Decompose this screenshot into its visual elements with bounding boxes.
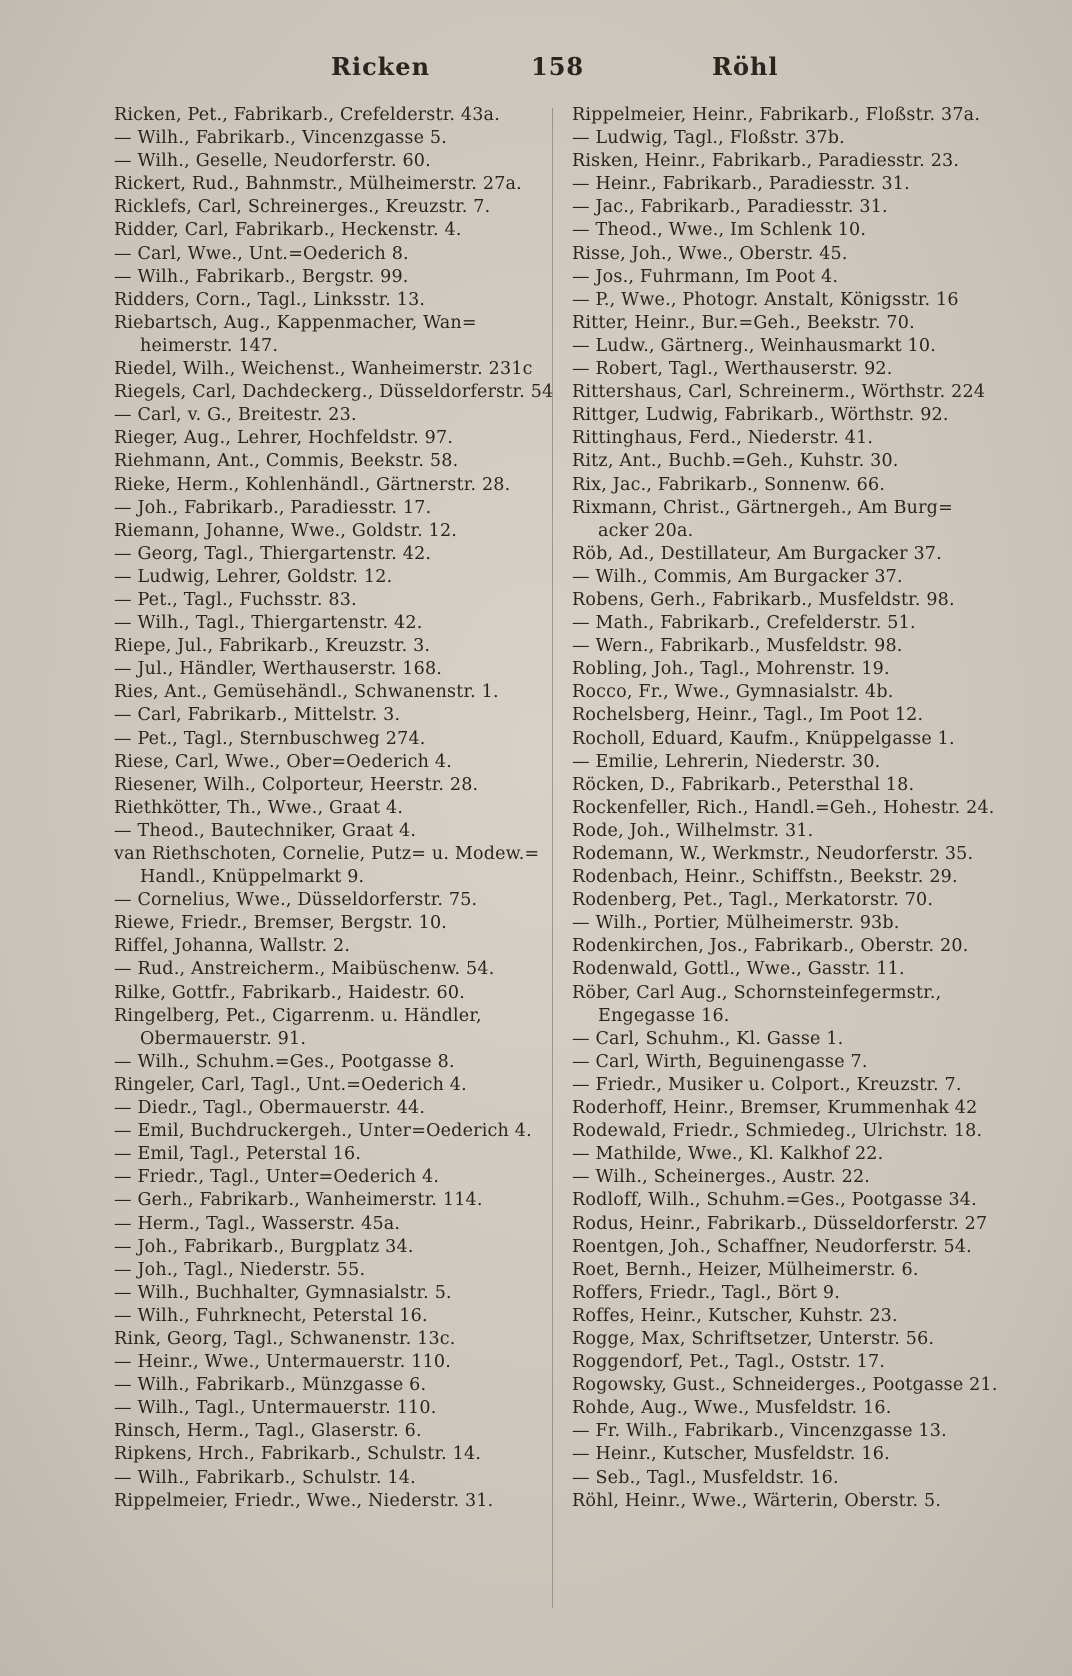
- left-column: [114, 104, 564, 1513]
- directory-entry: — Pet., Tagl., Fuchsstr. 83.: [114, 589, 357, 610]
- directory-entry: Rocco, Fr., Wwe., Gymnasialstr. 4b.: [572, 682, 894, 703]
- directory-entry: Rockenfeller, Rich., Handl.=Geh., Hohestr. 24.: [572, 797, 995, 818]
- directory-entry: Ridder, Carl, Fabrikarb., Heckenstr. 4.: [114, 220, 462, 241]
- directory-entry: Rodewald, Friedr., Schmiedeg., Ulrichstr. 18.: [572, 1121, 983, 1142]
- directory-entry: Riehmann, Ant., Commis, Beekstr. 58.: [114, 451, 459, 472]
- directory-entry: — Carl, Wirth, Beguinengasse 7.: [572, 1051, 868, 1072]
- directory-entry: — Carl, Wwe., Unt.=Oederich 8.: [114, 243, 409, 264]
- directory-entry: Ritz, Ant., Buchb.=Geh., Kuhstr. 30.: [572, 451, 899, 472]
- directory-entry: — Seb., Tagl., Musfeldstr. 16.: [572, 1467, 839, 1488]
- directory-entry: Ricken, Pet., Fabrikarb., Crefelderstr. 43a.: [114, 105, 500, 125]
- directory-entry: — Robert, Tagl., Werthauserstr. 92.: [572, 359, 893, 380]
- directory-entry: — Mathilde, Wwe., Kl. Kalkhof 22.: [572, 1144, 884, 1165]
- directory-entry: — Wilh., Fabrikarb., Schulstr. 14.: [114, 1467, 416, 1488]
- directory-entry: Rogge, Max, Schriftsetzer, Unterstr. 56.: [572, 1328, 935, 1349]
- directory-entry: Rixmann, Christ., Gärtnergeh., Am Burg=: [572, 497, 953, 518]
- directory-entry: Handl., Knüppelmarkt 9.: [140, 867, 365, 888]
- directory-entry: — Ludwig, Lehrer, Goldstr. 12.: [114, 566, 393, 587]
- directory-entry: Röhl, Heinr., Wwe., Wärterin, Oberstr. 5.: [572, 1490, 942, 1511]
- directory-entry: Obermauerstr. 91.: [140, 1028, 307, 1049]
- directory-entry: Ringelberg, Pet., Cigarrenm. u. Händler,: [114, 1005, 482, 1026]
- directory-entry: Riffel, Johanna, Wallstr. 2.: [114, 936, 351, 957]
- directory-entry: — Wilh., Tagl., Thiergartenstr. 42.: [114, 613, 423, 634]
- directory-entry: Ringeler, Carl, Tagl., Unt.=Oederich 4.: [114, 1074, 467, 1095]
- directory-entry: — Wilh., Schuhm.=Ges., Pootgasse 8.: [114, 1051, 455, 1072]
- directory-entry: Risse, Joh., Wwe., Oberstr. 45.: [572, 243, 848, 264]
- directory-entry: — Wilh., Tagl., Untermauerstr. 110.: [114, 1398, 437, 1419]
- directory-entry: — Wilh., Portier, Mülheimerstr. 93b.: [572, 913, 900, 934]
- directory-entry: — Jos., Fuhrmann, Im Poot 4.: [572, 266, 839, 287]
- directory-entry: Rochelsberg, Heinr., Tagl., Im Poot 12.: [572, 705, 924, 726]
- directory-entry: van Riethschoten, Cornelie, Putz= u. Modew.=: [114, 844, 540, 864]
- directory-entry: — Gerh., Fabrikarb., Wanheimerstr. 114.: [114, 1190, 483, 1211]
- directory-entry: — Diedr., Tagl., Obermauerstr. 44.: [114, 1098, 426, 1119]
- directory-entry: — Friedr., Tagl., Unter=Oederich 4.: [114, 1167, 440, 1188]
- directory-entry: — Wilh., Commis, Am Burgacker 37.: [572, 566, 903, 587]
- directory-entry: Risken, Heinr., Fabrikarb., Paradiesstr. 23.: [572, 151, 960, 172]
- directory-entry: Rink, Georg, Tagl., Schwanenstr. 13c.: [114, 1328, 456, 1349]
- column-divider: [552, 108, 553, 1608]
- directory-entry: — Jac., Fabrikarb., Paradiesstr. 31.: [572, 197, 888, 218]
- directory-entry: Rittger, Ludwig, Fabrikarb., Wörthstr. 92.: [572, 405, 949, 426]
- directory-entry: — Carl, v. G., Breitestr. 23.: [114, 405, 357, 426]
- directory-entry: Rodenberg, Pet., Tagl., Merkatorstr. 70.: [572, 890, 934, 911]
- directory-entry: Röb, Ad., Destillateur, Am Burgacker 37.: [572, 543, 942, 564]
- directory-entry: — Wilh., Buchhalter, Gymnasialstr. 5.: [114, 1282, 452, 1303]
- directory-entry: — Joh., Tagl., Niederstr. 55.: [114, 1259, 366, 1280]
- directory-entry: — Ludwig, Tagl., Floßstr. 37b.: [572, 128, 845, 149]
- directory-entry: — Emil, Buchdruckergeh., Unter=Oederich 4.: [114, 1121, 532, 1142]
- directory-entry: Rogowsky, Gust., Schneiderges., Pootgasse 21.: [572, 1375, 998, 1396]
- directory-entry: — Theod., Bautechniker, Graat 4.: [114, 820, 417, 841]
- directory-entry: Rodus, Heinr., Fabrikarb., Düsseldorferstr. 27: [572, 1213, 988, 1234]
- directory-entry: Röcken, D., Fabrikarb., Petersthal 18.: [572, 774, 915, 795]
- directory-entry: Riepe, Jul., Fabrikarb., Kreuzstr. 3.: [114, 636, 431, 657]
- directory-entry: — Heinr., Wwe., Untermauerstr. 110.: [114, 1352, 452, 1373]
- directory-entry: — Emilie, Lehrerin, Niederstr. 30.: [572, 751, 881, 772]
- directory-entry: — Carl, Fabrikarb., Mittelstr. 3.: [114, 705, 401, 726]
- directory-entry: Rodenkirchen, Jos., Fabrikarb., Oberstr. 20.: [572, 936, 969, 957]
- directory-entry: Ries, Ant., Gemüsehändl., Schwanenstr. 1.: [114, 682, 499, 703]
- directory-entry: Rittershaus, Carl, Schreinerm., Wörthstr. 224: [572, 382, 986, 403]
- directory-entry: — Joh., Fabrikarb., Burgplatz 34.: [114, 1236, 414, 1257]
- directory-entry: Riemann, Johanne, Wwe., Goldstr. 12.: [114, 520, 458, 541]
- header-last-entry: Röhl: [712, 52, 779, 81]
- directory-entry: — Wilh., Fabrikarb., Münzgasse 6.: [114, 1375, 427, 1396]
- directory-entry: Rix, Jac., Fabrikarb., Sonnenw. 66.: [572, 474, 886, 495]
- directory-entry: Robens, Gerh., Fabrikarb., Musfeldstr. 98.: [572, 589, 955, 610]
- directory-entry: Roet, Bernh., Heizer, Mülheimerstr. 6.: [572, 1259, 919, 1280]
- directory-entry: — Wilh., Fabrikarb., Vincenzgasse 5.: [114, 128, 448, 149]
- directory-entry: — P., Wwe., Photogr. Anstalt, Königsstr. 16: [572, 289, 959, 310]
- directory-entry: — Wern., Fabrikarb., Musfeldstr. 98.: [572, 636, 903, 657]
- directory-entry: — Heinr., Fabrikarb., Paradiesstr. 31.: [572, 174, 910, 195]
- directory-entry: — Friedr., Musiker u. Colport., Kreuzstr. 7.: [572, 1074, 962, 1095]
- directory-entry: Rocholl, Eduard, Kaufm., Knüppelgasse 1.: [572, 728, 955, 749]
- right-column: [572, 104, 1012, 1513]
- directory-entry: — Cornelius, Wwe., Düsseldorferstr. 75.: [114, 890, 478, 911]
- directory-entry: Riedel, Wilh., Weichenst., Wanheimerstr. 231c: [114, 359, 533, 380]
- directory-entry: Rodenwald, Gottl., Wwe., Gasstr. 11.: [572, 959, 905, 980]
- directory-entry: — Jul., Händler, Werthauserstr. 168.: [114, 659, 443, 680]
- directory-entry: Roentgen, Joh., Schaffner, Neudorferstr. 54.: [572, 1236, 972, 1257]
- directory-entry: Rode, Joh., Wilhelmstr. 31.: [572, 820, 814, 841]
- directory-entry: — Georg, Tagl., Thiergartenstr. 42.: [114, 543, 432, 564]
- directory-entry: Rohde, Aug., Wwe., Musfeldstr. 16.: [572, 1398, 892, 1419]
- directory-entry: Engegasse 16.: [598, 1005, 730, 1026]
- directory-entry: — Wilh., Scheinerges., Austr. 22.: [572, 1167, 871, 1188]
- directory-entry: Rodloff, Wilh., Schuhm.=Ges., Pootgasse 34.: [572, 1190, 977, 1211]
- directory-entry: Rittinghaus, Ferd., Niederstr. 41.: [572, 428, 874, 449]
- directory-entry: Rodenbach, Heinr., Schiffstn., Beekstr. 29.: [572, 867, 958, 888]
- directory-entry: Riewe, Friedr., Bremser, Bergstr. 10.: [114, 913, 448, 934]
- directory-entry: Roffers, Friedr., Tagl., Bört 9.: [572, 1282, 840, 1303]
- directory-entry: — Wilh., Fuhrknecht, Peterstal 16.: [114, 1305, 428, 1326]
- directory-entry: Rilke, Gottfr., Fabrikarb., Haidestr. 60.: [114, 982, 465, 1003]
- directory-entry: Rieger, Aug., Lehrer, Hochfeldstr. 97.: [114, 428, 454, 449]
- directory-entry: — Joh., Fabrikarb., Paradiesstr. 17.: [114, 497, 432, 518]
- directory-entry: Riethkötter, Th., Wwe., Graat 4.: [114, 797, 404, 818]
- directory-entry: Roderhoff, Heinr., Bremser, Krummenhak 42: [572, 1098, 978, 1119]
- directory-entry: Rickert, Rud., Bahnmstr., Mülheimerstr. 27a.: [114, 174, 522, 195]
- directory-entry: — Carl, Schuhm., Kl. Gasse 1.: [572, 1028, 844, 1049]
- directory-entry: Roffes, Heinr., Kutscher, Kuhstr. 23.: [572, 1305, 898, 1326]
- directory-entry: — Theod., Wwe., Im Schlenk 10.: [572, 220, 867, 241]
- directory-entry: Roggendorf, Pet., Tagl., Oststr. 17.: [572, 1352, 886, 1373]
- directory-entry: — Math., Fabrikarb., Crefelderstr. 51.: [572, 613, 916, 634]
- directory-entry: Riesener, Wilh., Colporteur, Heerstr. 28.: [114, 774, 479, 795]
- page-header: [116, 52, 1004, 96]
- directory-entry: Ritter, Heinr., Bur.=Geh., Beekstr. 70.: [572, 312, 915, 333]
- directory-entry: — Emil, Tagl., Peterstal 16.: [114, 1144, 362, 1165]
- directory-entry: Rinsch, Herm., Tagl., Glaserstr. 6.: [114, 1421, 422, 1442]
- directory-entry: — Wilh., Fabrikarb., Bergstr. 99.: [114, 266, 409, 287]
- directory-entry: — Pet., Tagl., Sternbuschweg 274.: [114, 728, 426, 749]
- directory-entry: Rippelmeier, Heinr., Fabrikarb., Floßstr. 37a.: [572, 105, 981, 125]
- directory-entry: Ripkens, Hrch., Fabrikarb., Schulstr. 14.: [114, 1444, 482, 1465]
- directory-entry: Ridders, Corn., Tagl., Linksstr. 13.: [114, 289, 426, 310]
- directory-entry: Robling, Joh., Tagl., Mohrenstr. 19.: [572, 659, 890, 680]
- page-number: 158: [531, 52, 585, 81]
- directory-entry: — Herm., Tagl., Wasserstr. 45a.: [114, 1213, 401, 1234]
- directory-entry: Rieke, Herm., Kohlenhändl., Gärtnerstr. 28.: [114, 474, 511, 495]
- header-first-entry: Ricken: [331, 52, 431, 81]
- directory-entry: — Wilh., Geselle, Neudorferstr. 60.: [114, 151, 431, 172]
- directory-entry: — Fr. Wilh., Fabrikarb., Vincenzgasse 13.: [572, 1421, 947, 1442]
- directory-entry: Rippelmeier, Friedr., Wwe., Niederstr. 31.: [114, 1490, 494, 1511]
- directory-entry: Riegels, Carl, Dachdeckerg., Düsseldorferstr. 54: [114, 382, 554, 403]
- directory-entry: Riese, Carl, Wwe., Ober=Oederich 4.: [114, 751, 453, 772]
- directory-entry: — Rud., Anstreicherm., Maibüschenw. 54.: [114, 959, 495, 980]
- directory-entry: Röber, Carl Aug., Schornsteinfegermstr.,: [572, 982, 942, 1003]
- directory-entry: Riebartsch, Aug., Kappenmacher, Wan=: [114, 312, 477, 333]
- directory-entry: acker 20a.: [598, 520, 694, 541]
- directory-entry: Ricklefs, Carl, Schreinerges., Kreuzstr. 7.: [114, 197, 491, 218]
- directory-entry: — Heinr., Kutscher, Musfeldstr. 16.: [572, 1444, 890, 1465]
- directory-entry: heimerstr. 147.: [140, 335, 279, 356]
- directory-entry: Rodemann, W., Werkmstr., Neudorferstr. 35.: [572, 844, 974, 864]
- directory-entry: — Ludw., Gärtnerg., Weinhausmarkt 10.: [572, 335, 937, 356]
